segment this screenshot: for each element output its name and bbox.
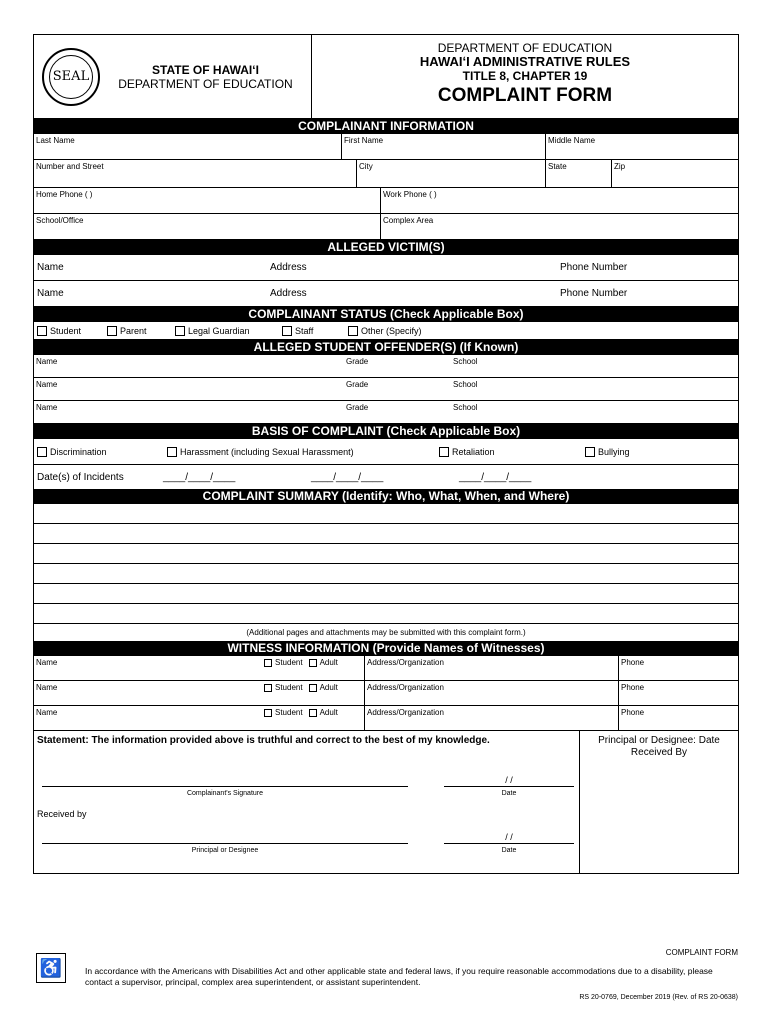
principal-date-line[interactable] (444, 843, 574, 844)
basis-section-header: BASIS OF COMPLAINT (Check Applicable Box) (34, 424, 738, 439)
incident-dates-label: Date(s) of Incidents (37, 471, 124, 483)
complainant-date-caption: Date (501, 790, 517, 797)
witness-adult-label: Adult (319, 658, 338, 667)
witness-adult-checkbox[interactable] (309, 658, 338, 667)
offender-grade-label: Grade (346, 357, 369, 366)
victim-row[interactable] (34, 255, 738, 281)
witness-section-header: WITNESS INFORMATION (Provide Names of Witnesses) (34, 641, 738, 656)
witness-row[interactable] (34, 706, 738, 731)
incident-date-field[interactable]: ____/____/____ (163, 471, 236, 483)
witness-student-label: Student (275, 658, 303, 667)
basis-bullying-label: Bullying (598, 446, 630, 457)
checkbox-icon (37, 326, 47, 336)
signature-section (34, 731, 580, 873)
city-field[interactable] (357, 160, 546, 187)
incident-date-field[interactable]: ____/____/____ (459, 471, 532, 483)
last-name-label: Last Name (36, 136, 75, 145)
department-right: DEPARTMENT OF EDUCATION (437, 41, 613, 55)
offenders-section-header: ALLEGED STUDENT OFFENDER(S) (If Known) (34, 340, 738, 355)
summary-note: (Additional pages and attachments may be submitted with this complaint form.) (246, 628, 526, 637)
victim-phone-label: Phone Number (560, 262, 628, 273)
incident-date-field[interactable]: ____/____/____ (311, 471, 384, 483)
offender-name-label: Name (36, 403, 58, 412)
state-label: State (548, 162, 567, 171)
state-name: STATE OF HAWAIʻI (152, 62, 259, 77)
middle-name-label: Middle Name (548, 136, 596, 145)
basis-retaliation-checkbox[interactable] (439, 447, 585, 457)
checkbox-icon (264, 659, 272, 667)
witness-address-label: Address/Organization (367, 683, 444, 692)
status-staff-checkbox[interactable] (282, 326, 348, 336)
basis-harassment-label: Harassment (including Sexual Harassment) (180, 446, 354, 457)
summary-text-area[interactable] (34, 504, 738, 624)
department-left: DEPARTMENT OF EDUCATION (118, 76, 293, 91)
witness-name-label: Name (36, 708, 58, 717)
status-other-checkbox[interactable] (348, 326, 422, 336)
street-label: Number and Street (36, 162, 104, 171)
principal-received-label: Principal or Designee: Date Received By (598, 735, 720, 758)
basis-bullying-checkbox[interactable] (585, 447, 630, 457)
checkbox-icon (264, 709, 272, 717)
header-right (312, 35, 738, 118)
offender-school-label: School (453, 357, 478, 366)
zip-label: Zip (614, 162, 626, 171)
offender-row[interactable] (34, 401, 738, 424)
checkbox-icon (348, 326, 358, 336)
victim-address-label: Address (270, 288, 307, 299)
witness-student-checkbox[interactable] (264, 683, 303, 692)
middle-name-field[interactable] (546, 134, 738, 159)
complex-area-field[interactable] (381, 214, 738, 239)
basis-harassment-checkbox[interactable] (167, 447, 439, 457)
first-name-label: First Name (344, 136, 384, 145)
witness-adult-checkbox[interactable] (309, 708, 338, 717)
offender-row[interactable] (34, 355, 738, 378)
basis-retaliation-label: Retaliation (452, 446, 495, 457)
offender-name-label: Name (36, 357, 58, 366)
offender-grade-label: Grade (346, 380, 369, 389)
witness-address-label: Address/Organization (367, 708, 444, 717)
form-header (34, 35, 738, 119)
status-other-label: Other (Specify) (361, 325, 422, 336)
checkbox-icon (37, 447, 47, 457)
principal-signature-line[interactable] (42, 843, 408, 844)
status-staff-label: Staff (295, 325, 314, 336)
victim-phone-label: Phone Number (560, 288, 628, 299)
summary-line (34, 584, 738, 604)
witness-row[interactable] (34, 681, 738, 706)
witness-phone-label: Phone (621, 708, 645, 717)
school-office-label: School/Office (36, 216, 84, 225)
witness-student-label: Student (275, 683, 303, 692)
principal-date-caption: Date (501, 847, 517, 854)
complex-area-label: Complex Area (383, 216, 434, 225)
offender-school-label: School (453, 403, 478, 412)
statement-text: Statement: The information provided above is truthful and correct to the best of my knowledge. (37, 735, 490, 746)
offender-school-label: School (453, 380, 478, 389)
status-student-label: Student (50, 325, 82, 336)
offender-name-label: Name (36, 380, 58, 389)
status-student-checkbox[interactable] (37, 326, 107, 336)
victims-section-header: ALLEGED VICTIM(S) (34, 240, 738, 255)
home-phone-label: Home Phone ( ) (36, 190, 93, 199)
checkbox-icon (264, 684, 272, 692)
victim-row[interactable] (34, 281, 738, 307)
title-chapter: TITLE 8, CHAPTER 19 (462, 69, 588, 83)
work-phone-label: Work Phone ( ) (383, 190, 437, 199)
seal-label: SEAL (49, 55, 93, 99)
checkbox-icon (167, 447, 177, 457)
witness-phone-label: Phone (621, 658, 645, 667)
victim-address-label: Address (270, 262, 307, 273)
date-slashes: / / (505, 775, 513, 785)
summary-section-header: COMPLAINT SUMMARY (Identify: Who, What, When, and Where) (34, 489, 738, 504)
complainant-signature-line[interactable] (42, 786, 408, 787)
last-name-field[interactable] (34, 134, 342, 159)
witness-phone-label: Phone (621, 683, 645, 692)
basis-discrimination-label: Discrimination (50, 446, 107, 457)
checkbox-icon (107, 326, 117, 336)
wheelchair-icon: ♿ (36, 953, 66, 983)
form-title: COMPLAINT FORM (437, 85, 613, 106)
status-guardian-label: Legal Guardian (188, 325, 250, 336)
summary-line (34, 544, 738, 564)
complaint-form (33, 34, 739, 874)
street-field[interactable] (34, 160, 357, 187)
witness-student-checkbox[interactable] (264, 658, 303, 667)
witness-adult-label: Adult (319, 683, 338, 692)
summary-line (34, 564, 738, 584)
checkbox-icon (309, 659, 317, 667)
status-parent-label: Parent (120, 325, 147, 336)
victim-name-label: Name (37, 262, 64, 273)
complainant-signature-caption: Complainant's Signature (186, 790, 264, 797)
basis-discrimination-checkbox[interactable] (37, 447, 167, 457)
header-left (34, 35, 312, 118)
witness-student-checkbox[interactable] (264, 708, 303, 717)
work-phone-field[interactable] (381, 188, 738, 213)
offender-row[interactable] (34, 378, 738, 401)
zip-field[interactable] (612, 160, 738, 187)
checkbox-icon (439, 447, 449, 457)
witness-adult-label: Adult (319, 708, 338, 717)
ada-notice: In accordance with the Americans with Disabilities Act and other applicable state and federal laws, if you require reasonable accommodations due to a disability, please contact a supervisor, principal, complex area superintendent, or assistant superintendent. (85, 966, 713, 987)
city-label: City (359, 162, 373, 171)
victim-name-label: Name (37, 288, 64, 299)
state-field[interactable] (546, 160, 612, 187)
state-seal-icon (42, 48, 100, 106)
summary-line (34, 604, 738, 624)
principal-received-box[interactable] (580, 731, 738, 873)
footer-form-label: COMPLAINT FORM (665, 948, 738, 957)
checkbox-icon (175, 326, 185, 336)
home-phone-field[interactable] (34, 188, 381, 213)
witness-name-label: Name (36, 658, 58, 667)
administrative-rules: HAWAIʻI ADMINISTRATIVE RULES (419, 54, 631, 69)
checkbox-icon (309, 684, 317, 692)
status-section-header: COMPLAINANT STATUS (Check Applicable Box) (34, 307, 738, 322)
status-guardian-checkbox[interactable] (175, 326, 282, 336)
witness-student-label: Student (275, 708, 303, 717)
witness-address-label: Address/Organization (367, 658, 444, 667)
witness-adult-checkbox[interactable] (309, 683, 338, 692)
summary-line (34, 504, 738, 524)
status-parent-checkbox[interactable] (107, 326, 175, 336)
received-by-label: Received by (37, 809, 87, 819)
checkbox-icon (282, 326, 292, 336)
form-number: RS 20-0769, December 2019 (Rev. of RS 20-0638) (579, 994, 738, 1001)
school-office-field[interactable] (34, 214, 381, 239)
complainant-date-line[interactable] (444, 786, 574, 787)
offender-grade-label: Grade (346, 403, 369, 412)
witness-name-label: Name (36, 683, 58, 692)
checkbox-icon (309, 709, 317, 717)
summary-line (34, 524, 738, 544)
first-name-field[interactable] (342, 134, 546, 159)
witness-row[interactable] (34, 656, 738, 681)
checkbox-icon (585, 447, 595, 457)
complainant-section-header: COMPLAINANT INFORMATION (34, 119, 738, 134)
principal-signature-caption: Principal or Designee (191, 847, 259, 854)
date-slashes: / / (505, 832, 513, 842)
